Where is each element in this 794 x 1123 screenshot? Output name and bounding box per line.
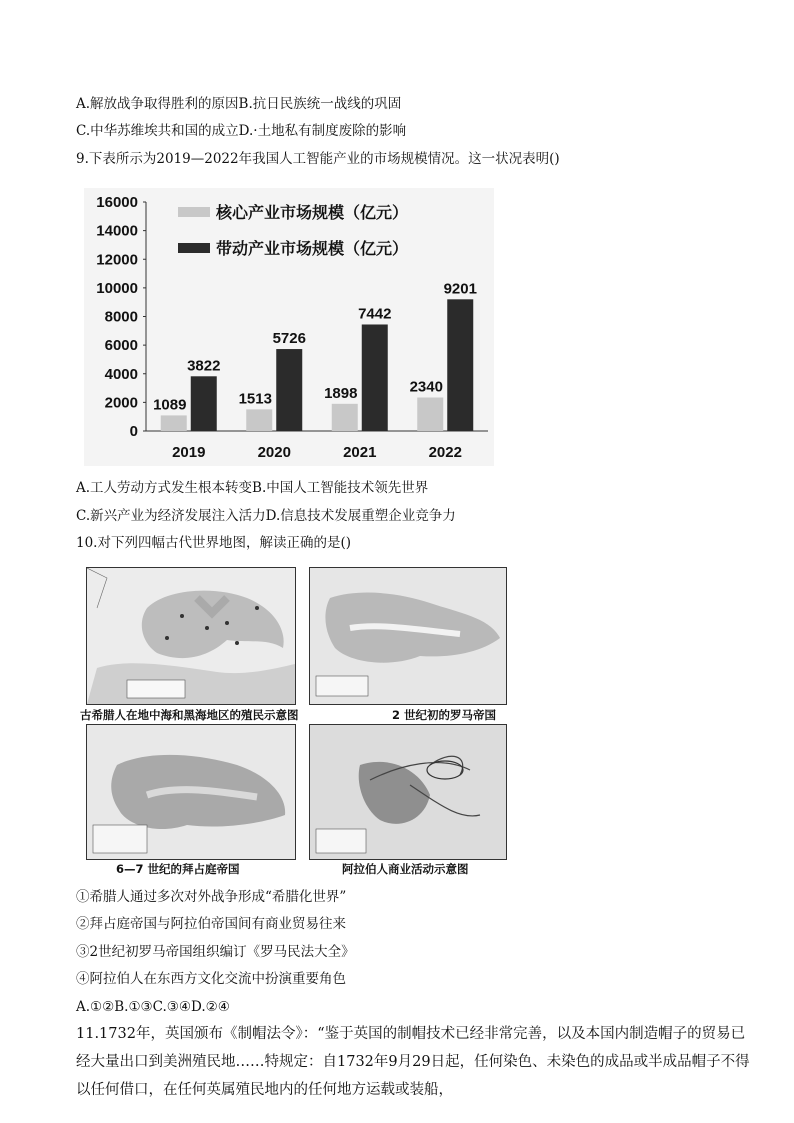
x-tick-label: 2020	[257, 444, 291, 461]
q9-options-line-1: A.工人劳动方式发生根本转变B.中国人工智能技术领先世界	[76, 480, 429, 496]
map-caption-1: 古希腊人在地中海和黑海地区的殖民示意图	[80, 708, 299, 722]
data-label: 7442	[358, 305, 392, 323]
y-tick-label: 8000	[104, 308, 138, 326]
map-arab-commerce	[309, 724, 507, 860]
y-tick-label: 14000	[96, 222, 138, 240]
q10-statement-1: ①希腊人通过多次对外战争形成“希腊化世界”	[76, 889, 347, 905]
y-tick-label: 4000	[104, 365, 138, 383]
q10-statement-2: ②拜占庭帝国与阿拉伯帝国间有商业贸易往来	[76, 916, 346, 932]
q10-statement-4: ④阿拉伯人在东西方文化交流中扮演重要角色	[76, 971, 346, 987]
x-tick-label: 2021	[343, 444, 377, 461]
y-tick-label: 10000	[96, 279, 138, 297]
bar-driven-2022	[447, 299, 473, 431]
data-label: 2340	[409, 378, 443, 396]
bar-driven-2019	[191, 376, 217, 431]
data-label: 1898	[324, 384, 358, 402]
q8-options-line-1: A.解放战争取得胜利的原因B.抗日民族统一战线的巩固	[76, 96, 402, 112]
data-label: 5726	[272, 330, 306, 348]
q9-options-line-2: C.新兴产业为经济发展注入活力D.信息技术发展重塑企业竞争力	[76, 508, 456, 524]
q11-line-2: 经大量出口到美洲殖民地……特规定：自1732年9月29日起，任何染色、未染色的成品或半成品帽子不得	[76, 1054, 750, 1070]
y-tick-label: 6000	[104, 337, 138, 355]
q10-statement-3: ③2世纪初罗马帝国组织编订《罗马民法大全》	[76, 944, 355, 960]
data-label: 3822	[187, 357, 221, 375]
bar-driven-2020	[276, 349, 302, 431]
bar-driven-2021	[362, 324, 388, 431]
legend-label-1: 带动产业市场规模（亿元）	[216, 239, 409, 258]
data-label: 1089	[153, 396, 187, 414]
bar-core-2019	[161, 415, 187, 431]
x-tick-label: 2019	[172, 444, 206, 461]
q8-options-line-2: C.中华苏维埃共和国的成立D.·土地私有制度废除的影响	[76, 123, 407, 139]
map-roman-empire	[309, 567, 507, 705]
map-caption-3: 6—7 世纪的拜占庭帝国	[116, 862, 240, 876]
bar-core-2020	[246, 409, 272, 431]
q10-options: A.①②B.①③C.③④D.②④	[76, 999, 230, 1015]
legend-label-0: 核心产业市场规模（亿元）	[216, 203, 409, 222]
bar-core-2021	[332, 404, 358, 431]
map-greek-colonies	[86, 567, 296, 705]
y-tick-label: 16000	[96, 194, 138, 211]
bar-core-2022	[417, 398, 443, 431]
data-label: 9201	[443, 280, 477, 298]
q10-stem: 10.对下列四幅古代世界地图，解读正确的是()	[76, 535, 352, 551]
y-tick-label: 0	[129, 423, 138, 440]
q11-line-1: 11.1732年，英国颁布《制帽法令》：“鉴于英国的制帽技术已经非常完善，以及本国内制造帽子的贸易已	[76, 1026, 746, 1042]
map-caption-4: 阿拉伯人商业活动示意图	[342, 862, 469, 876]
y-tick-label: 12000	[96, 251, 138, 269]
legend-swatch-1	[178, 243, 210, 253]
legend-swatch-0	[178, 207, 210, 217]
x-tick-label: 2022	[428, 444, 462, 461]
q11-line-3: 以任何借口，在任何英属殖民地内的任何地方运载或装船，	[76, 1082, 453, 1098]
market-size-chart	[84, 188, 494, 466]
map-caption-2: 2 世纪初的罗马帝国	[392, 708, 497, 722]
map-byzantine-empire	[86, 724, 296, 860]
y-tick-label: 2000	[104, 394, 138, 412]
data-label: 1513	[238, 390, 272, 408]
q9-stem: 9.下表所示为2019—2022年我国人工智能产业的市场规模情况。这一状况表明()	[76, 151, 560, 167]
